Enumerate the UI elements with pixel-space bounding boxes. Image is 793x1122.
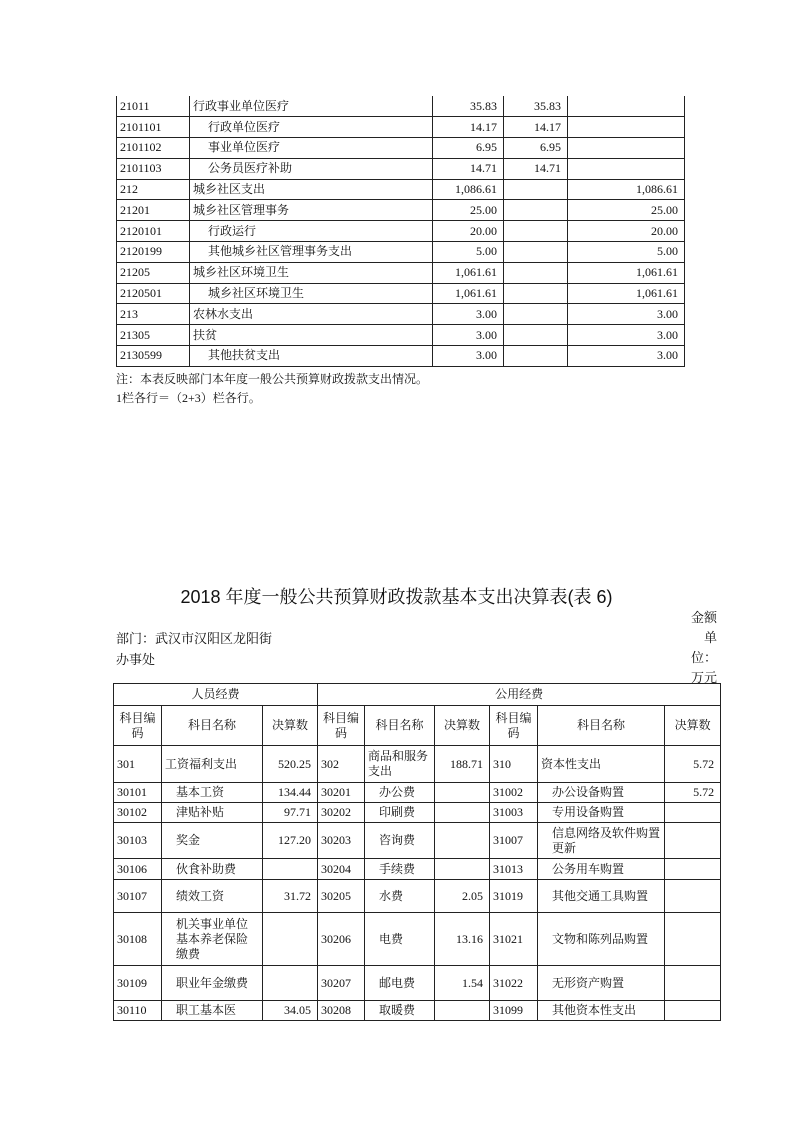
table-cell: 25.00 <box>433 200 504 221</box>
table-row <box>117 158 685 179</box>
table-cell <box>504 221 568 242</box>
appropriation-expenditure-table-continued <box>116 96 685 367</box>
table-cell: 5.72 <box>665 783 721 803</box>
department-line: 部门：武汉市汉阳区龙阳街 <box>116 631 273 646</box>
table-cell <box>504 325 568 346</box>
table-cell: 邮电费 <box>365 966 435 1001</box>
table-cell <box>665 913 721 966</box>
table-cell <box>263 859 318 880</box>
table-cell: 城乡社区环境卫生 <box>190 262 433 283</box>
table-row <box>117 346 685 367</box>
table-row <box>114 783 721 803</box>
unit-text: 单 <box>703 630 717 645</box>
table-cell: 1,061.61 <box>568 262 685 283</box>
table-cell: 21201 <box>117 200 190 221</box>
table-row <box>117 325 685 346</box>
table-cell: 公务用车购置 <box>538 859 665 880</box>
table-cell: 信息网络及软件购置更新 <box>538 823 665 859</box>
table-row <box>114 913 721 966</box>
table-cell: 30201 <box>318 783 365 803</box>
table-cell: 35.83 <box>504 96 568 117</box>
table-cell: 商品和服务支出 <box>365 746 435 783</box>
table-row <box>114 1001 721 1021</box>
table-row <box>114 859 721 880</box>
table-cell <box>504 242 568 263</box>
unit-label <box>683 608 717 688</box>
table-row <box>117 138 685 159</box>
table-row <box>114 823 721 859</box>
table-cell: 30207 <box>318 966 365 1001</box>
table-cell: 其他资本性支出 <box>538 1001 665 1021</box>
table-cell <box>504 200 568 221</box>
table-cell: 决算数 <box>665 706 721 746</box>
table-cell: 188.71 <box>435 746 490 783</box>
table-cell: 30204 <box>318 859 365 880</box>
table-cell: 212 <box>117 179 190 200</box>
table-cell: 13.16 <box>435 913 490 966</box>
table-cell <box>665 1001 721 1021</box>
table-row <box>117 283 685 304</box>
table-cell: 31002 <box>490 783 538 803</box>
table-cell: 2120199 <box>117 242 190 263</box>
table-cell <box>665 859 721 880</box>
table-cell: 津贴补贴 <box>162 803 263 823</box>
table-cell: 1,086.61 <box>568 179 685 200</box>
table-cell: 事业单位医疗 <box>190 138 433 159</box>
table-cell: 取暖费 <box>365 1001 435 1021</box>
table-cell: 扶贫 <box>190 325 433 346</box>
table-cell: 奖金 <box>162 823 263 859</box>
table-cell: 31019 <box>490 880 538 913</box>
table-cell: 310 <box>490 746 538 783</box>
table-cell: 30110 <box>114 1001 162 1021</box>
table-cell <box>504 262 568 283</box>
table-cell: 3.00 <box>568 346 685 367</box>
table-cell: 办公费 <box>365 783 435 803</box>
table-cell: 2101103 <box>117 158 190 179</box>
table-cell <box>435 1001 490 1021</box>
table-cell: 无形资产购置 <box>538 966 665 1001</box>
table-cell: 专用设备购置 <box>538 803 665 823</box>
table-cell: 30108 <box>114 913 162 966</box>
table-cell: 1,086.61 <box>433 179 504 200</box>
table-cell: 6.95 <box>504 138 568 159</box>
table-cell: 3.00 <box>433 304 504 325</box>
table-cell <box>665 823 721 859</box>
table-cell <box>504 346 568 367</box>
table-cell: 绩效工资 <box>162 880 263 913</box>
table-cell: 工资福利支出 <box>162 746 263 783</box>
table-cell <box>435 803 490 823</box>
table-cell: 手续费 <box>365 859 435 880</box>
table-cell: 公务员医疗补助 <box>190 158 433 179</box>
table-cell <box>263 966 318 1001</box>
table-cell: 30102 <box>114 803 162 823</box>
table-cell: 127.20 <box>263 823 318 859</box>
table-cell: 科目编码 <box>318 706 365 746</box>
table-row <box>117 96 685 117</box>
table-cell: 3.00 <box>433 325 504 346</box>
table-cell <box>568 117 685 138</box>
table-cell: 2120501 <box>117 283 190 304</box>
table-cell: 302 <box>318 746 365 783</box>
table-cell: 25.00 <box>568 200 685 221</box>
table-cell: 1.54 <box>435 966 490 1001</box>
table-cell: 213 <box>117 304 190 325</box>
unit-text: 位： <box>690 650 717 665</box>
department-line: 办事处 <box>116 652 156 667</box>
table-cell: 水费 <box>365 880 435 913</box>
table-cell <box>504 179 568 200</box>
table-cell: 其他交通工具购置 <box>538 880 665 913</box>
table-cell: 文物和陈列品购置 <box>538 913 665 966</box>
table-cell: 31021 <box>490 913 538 966</box>
table-cell: 基本工资 <box>162 783 263 803</box>
table-row <box>117 242 685 263</box>
table-cell: 城乡社区支出 <box>190 179 433 200</box>
group-header-public: 公用经费 <box>318 684 721 706</box>
table-cell: 31099 <box>490 1001 538 1021</box>
page-title: 2018 年度一般公共预算财政拨款基本支出决算表(表 6) <box>180 587 613 607</box>
table-cell: 14.17 <box>433 117 504 138</box>
table-cell: 30103 <box>114 823 162 859</box>
table-cell: 34.05 <box>263 1001 318 1021</box>
unit-text: 万元 <box>690 670 717 685</box>
table-note: 注：本表反映部门本年度一般公共预算财政拨款支出情况。 <box>116 372 429 386</box>
table-cell: 行政运行 <box>190 221 433 242</box>
table-row <box>114 803 721 823</box>
table-cell: 6.95 <box>433 138 504 159</box>
table-row <box>117 200 685 221</box>
table-cell: 城乡社区管理事务 <box>190 200 433 221</box>
table-cell: 30107 <box>114 880 162 913</box>
table-cell: 3.00 <box>568 325 685 346</box>
table-cell: 5.72 <box>665 746 721 783</box>
table-row <box>114 746 721 783</box>
table-cell: 其他扶贫支出 <box>190 346 433 367</box>
table-cell: 5.00 <box>568 242 685 263</box>
table-row <box>117 262 685 283</box>
table-cell: 2101101 <box>117 117 190 138</box>
table-note-formula: 1栏各行＝（2+3）栏各行。 <box>116 391 261 405</box>
table-cell: 21205 <box>117 262 190 283</box>
basic-expenditure-table <box>113 683 721 1021</box>
table-row <box>117 117 685 138</box>
table-cell: 21011 <box>117 96 190 117</box>
table-cell <box>504 283 568 304</box>
table-cell <box>435 859 490 880</box>
table-cell <box>504 304 568 325</box>
table-cell: 21305 <box>117 325 190 346</box>
table-cell: 31007 <box>490 823 538 859</box>
table-cell <box>665 966 721 1001</box>
table-row <box>117 304 685 325</box>
table-cell: 咨询费 <box>365 823 435 859</box>
table-cell: 印刷费 <box>365 803 435 823</box>
table-cell: 2130599 <box>117 346 190 367</box>
table-cell: 职工基本医 <box>162 1001 263 1021</box>
table-row <box>117 221 685 242</box>
table-cell: 30106 <box>114 859 162 880</box>
table-cell: 3.00 <box>433 346 504 367</box>
table-cell: 科目名称 <box>365 706 435 746</box>
table-cell: 行政单位医疗 <box>190 117 433 138</box>
table-cell: 1,061.61 <box>433 283 504 304</box>
table-cell: 30205 <box>318 880 365 913</box>
table-cell: 30202 <box>318 803 365 823</box>
table-cell: 办公设备购置 <box>538 783 665 803</box>
table-cell <box>665 803 721 823</box>
table-cell: 2.05 <box>435 880 490 913</box>
table-cell: 30109 <box>114 966 162 1001</box>
table-cell: 30203 <box>318 823 365 859</box>
table-cell: 3.00 <box>568 304 685 325</box>
table-cell: 31013 <box>490 859 538 880</box>
table-cell: 科目名称 <box>538 706 665 746</box>
table-cell: 31003 <box>490 803 538 823</box>
department-label <box>116 628 316 670</box>
table-cell: 30101 <box>114 783 162 803</box>
table-cell: 职业年金缴费 <box>162 966 263 1001</box>
table-cell: 科目编码 <box>490 706 538 746</box>
table-cell: 97.71 <box>263 803 318 823</box>
table-cell: 2101102 <box>117 138 190 159</box>
table-cell: 科目名称 <box>162 706 263 746</box>
table-cell: 5.00 <box>433 242 504 263</box>
table-cell: 14.71 <box>433 158 504 179</box>
table-cell: 20.00 <box>568 221 685 242</box>
table-cell: 决算数 <box>263 706 318 746</box>
unit-text: 金额 <box>690 610 717 625</box>
table-cell: 520.25 <box>263 746 318 783</box>
group-header-personnel: 人员经费 <box>114 684 318 706</box>
table-cell: 14.71 <box>504 158 568 179</box>
table-cell <box>568 138 685 159</box>
table-cell <box>263 913 318 966</box>
table-cell: 20.00 <box>433 221 504 242</box>
table-cell: 农林水支出 <box>190 304 433 325</box>
table-cell: 31022 <box>490 966 538 1001</box>
table-row <box>117 179 685 200</box>
table-cell: 1,061.61 <box>433 262 504 283</box>
table-cell: 资本性支出 <box>538 746 665 783</box>
table-row <box>114 880 721 913</box>
table-cell: 行政事业单位医疗 <box>190 96 433 117</box>
table-cell <box>665 880 721 913</box>
table-cell: 30208 <box>318 1001 365 1021</box>
table-cell: 31.72 <box>263 880 318 913</box>
table-cell: 城乡社区环境卫生 <box>190 283 433 304</box>
table-cell <box>568 96 685 117</box>
table-cell: 电费 <box>365 913 435 966</box>
table-cell <box>435 823 490 859</box>
table-cell <box>568 158 685 179</box>
table-cell <box>435 783 490 803</box>
table-cell: 机关事业单位基本养老保险缴费 <box>162 913 263 966</box>
table-cell: 134.44 <box>263 783 318 803</box>
table-row <box>114 966 721 1001</box>
table-cell: 决算数 <box>435 706 490 746</box>
table-cell: 35.83 <box>433 96 504 117</box>
table-cell: 伙食补助费 <box>162 859 263 880</box>
table-cell: 1,061.61 <box>568 283 685 304</box>
table-cell: 301 <box>114 746 162 783</box>
table-cell: 30206 <box>318 913 365 966</box>
table-cell: 2120101 <box>117 221 190 242</box>
table-cell: 14.17 <box>504 117 568 138</box>
table-cell: 科目编码 <box>114 706 162 746</box>
table-cell: 其他城乡社区管理事务支出 <box>190 242 433 263</box>
